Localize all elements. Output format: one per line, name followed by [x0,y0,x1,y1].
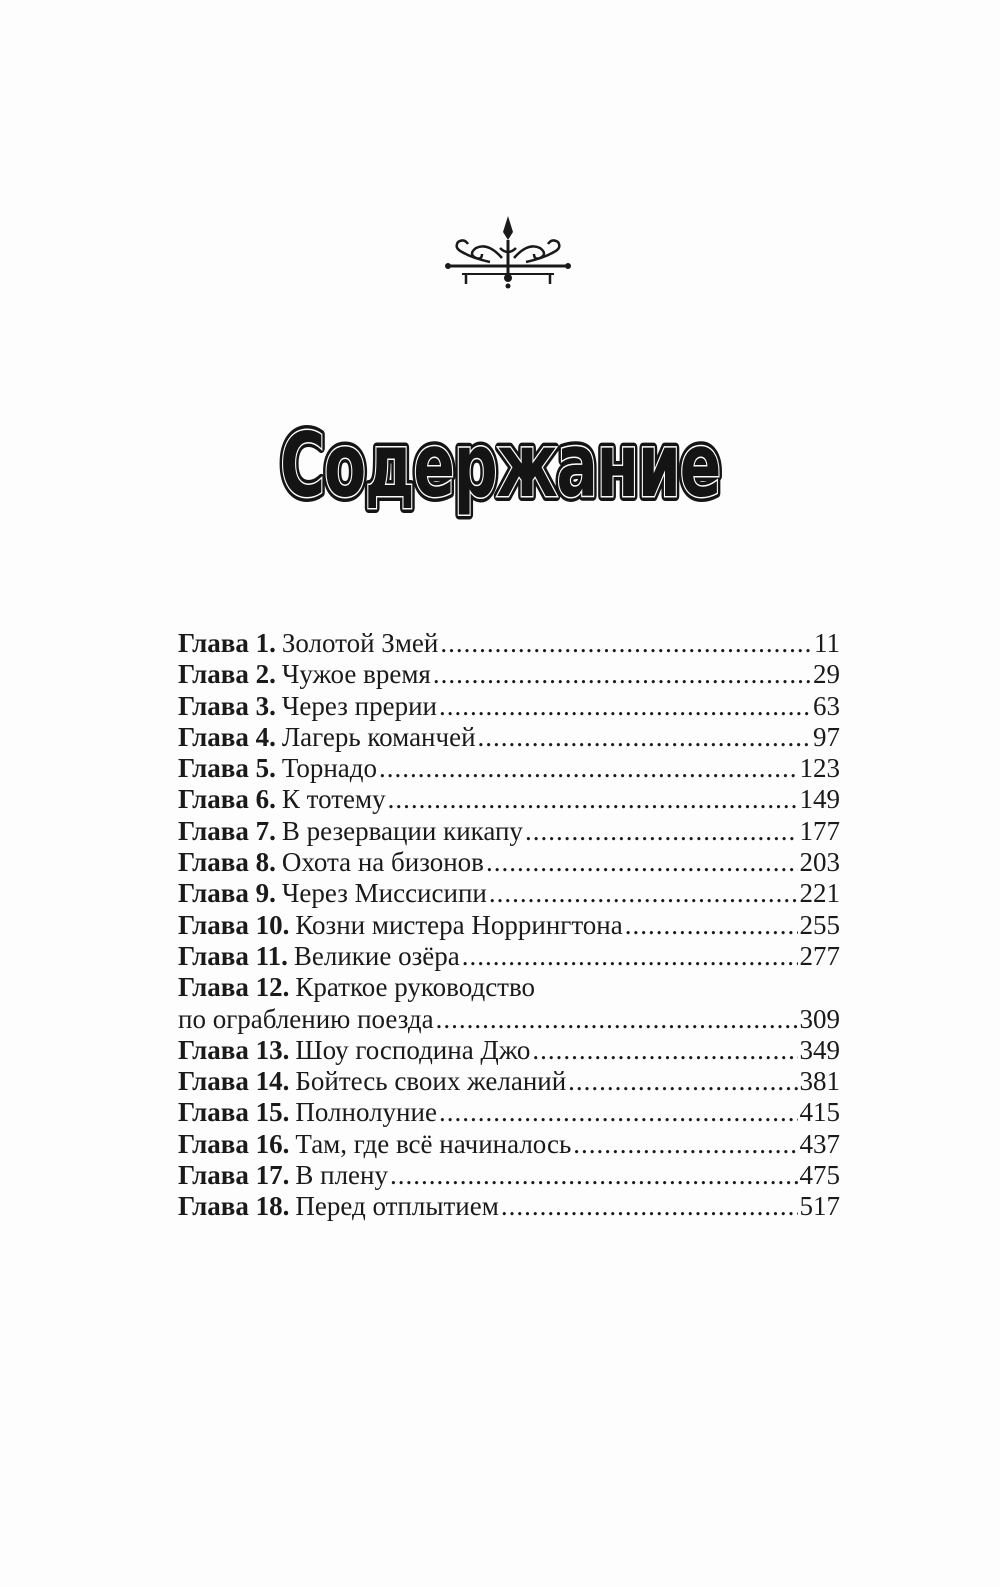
chapter-label: Глава 8. [178,847,276,878]
chapter-label: Глава 4. [178,721,276,752]
page-number: 277 [799,940,840,971]
toc-entry [178,1035,840,1066]
chapter-title: В плену [295,1160,388,1191]
toc-entry-continuation [178,1004,840,1035]
toc-entry [178,784,840,815]
toc-entry [178,816,840,847]
dot-leader [439,691,811,722]
page-number: 415 [799,1097,840,1128]
page-number: 475 [799,1160,840,1191]
page-number: 11 [814,628,840,658]
chapter-label: Глава 13. [178,1034,290,1065]
chapter-label: Глава 14. [178,1066,290,1097]
dot-leader [436,1004,798,1035]
toc-entry [178,628,840,659]
chapter-title: Через прерии [281,690,437,721]
toc-entry [178,753,840,784]
dot-leader [525,816,798,847]
dot-leader [440,628,812,659]
chapter-title: Перед отплытием [295,1191,499,1222]
chapter-title: Шоу господина Джо [295,1034,531,1065]
table-of-contents [178,628,840,1223]
chapter-title: К тотему [281,784,386,815]
chapter-title: Торнадо [281,753,378,784]
page-number: 123 [799,753,840,784]
dot-leader [625,910,798,941]
toc-entry [178,1097,840,1128]
dot-leader [486,847,798,878]
dot-leader [439,1097,798,1128]
dot-leader [489,878,798,909]
page-number: 381 [799,1066,840,1097]
dot-leader [462,941,798,972]
chapter-label: Глава 16. [178,1128,290,1159]
heading-outline: Содержание [280,418,720,517]
dot-leader [388,784,798,815]
dot-leader [433,659,811,690]
heading-fill: Содержание [280,418,720,517]
chapter-title: Великие озёра [293,940,460,971]
page-number: 203 [799,847,840,878]
page-number: 309 [799,1003,840,1034]
chapter-title: Охота на бизонов [281,847,484,878]
toc-entry [178,722,840,753]
dot-leader [379,753,797,784]
chapter-title: Козни мистера Норрингтона [295,909,623,940]
page-number: 255 [799,909,840,940]
dot-leader [501,1191,798,1222]
toc-entry [178,847,840,878]
chapter-label: Глава 3. [178,690,276,721]
toc-entry [178,659,840,690]
dot-leader [568,1066,797,1097]
page-number: 97 [813,721,840,752]
chapter-label: Глава 17. [178,1160,290,1191]
heading-inline: Содержание [280,418,720,517]
dot-leader [478,722,811,753]
chapter-label: Глава 9. [178,878,276,909]
contents-heading [0,418,1000,528]
page-number: 221 [799,878,840,909]
page-number: 63 [813,690,840,721]
chapter-label: Глава 1. [178,628,276,658]
page-number: 29 [813,659,840,690]
dot-leader [532,1035,797,1066]
chapter-title: Лагерь команчей [281,721,476,752]
chapter-label: Глава 5. [178,753,276,784]
page-number: 177 [799,815,840,846]
dot-leader [573,1129,797,1160]
chapter-label: Глава 6. [178,784,276,815]
toc-entry [178,941,840,972]
toc-entry [178,1191,840,1222]
chapter-label: Глава 2. [178,659,276,690]
chapter-title: Через Миссисипи [281,878,487,909]
chapter-label: Глава 12. [178,972,290,1003]
dot-leader [390,1160,798,1191]
chapter-label: Глава 11. [178,940,288,971]
toc-entry [178,1160,840,1191]
toc-entry [178,691,840,722]
chapter-title: Полнолуние [295,1097,437,1128]
toc-entry [178,878,840,909]
chapter-title: Там, где всё начиналось [295,1128,572,1159]
toc-entry [178,910,840,941]
chapter-label: Глава 7. [178,815,276,846]
toc-entry [178,972,840,1003]
chapter-title: В резервации кикапу [281,815,523,846]
page-number: 517 [799,1191,840,1222]
chapter-title: Бойтесь своих желаний [295,1066,567,1097]
chapter-title: Краткое руководство [295,972,536,1003]
toc-entry [178,1066,840,1097]
page-number: 349 [799,1034,840,1065]
page-number: 149 [799,784,840,815]
chapter-label: Глава 10. [178,909,290,940]
chapter-title: Золотой Змей [281,628,439,658]
chapter-label: Глава 15. [178,1097,290,1128]
toc-entry [178,1129,840,1160]
chapter-label: Глава 18. [178,1191,290,1222]
chapter-title: Чужое время [281,659,431,690]
page-number: 437 [799,1128,840,1159]
fleur-scroll-ornament-icon [440,212,576,292]
chapter-title-continuation: по ограблению поезда [178,1003,434,1034]
